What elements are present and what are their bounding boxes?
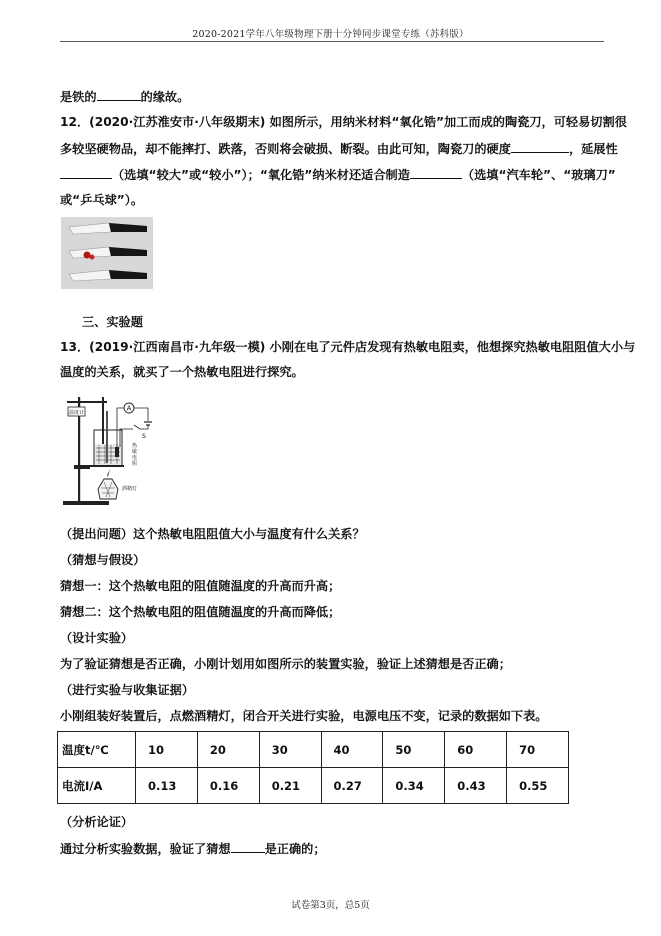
experiment-apparatus-diagram bbox=[60, 389, 155, 507]
page-footer: 试卷第3页，总5页 bbox=[291, 900, 370, 911]
thermometer-label: 温度计 bbox=[68, 410, 85, 416]
q12-line-4: 或“乒乓球”）。 bbox=[60, 193, 144, 207]
table-cell: 20 bbox=[197, 732, 259, 768]
lamp-label: 酒精灯 bbox=[122, 486, 138, 492]
switch-label: S bbox=[142, 433, 146, 440]
resistor-label-char-2: 敏 bbox=[132, 449, 138, 455]
q12-line-2-after: ，延展性 bbox=[568, 142, 618, 156]
resistor-label-char-4: 阻 bbox=[132, 461, 138, 467]
answer-blank[interactable] bbox=[410, 166, 462, 179]
row-header-current: 电流I/A bbox=[58, 768, 136, 804]
q13-line-2: 温度的关系，就买了一个热敏电阻进行探究。 bbox=[60, 365, 304, 379]
q12-line-3 bbox=[60, 166, 616, 183]
table-row bbox=[58, 732, 569, 768]
q12-line-3-a: （选填“较大”或“较小”）；“氧化锆”纳米材还适合制造 bbox=[112, 168, 410, 182]
table-cell: 70 bbox=[507, 732, 569, 768]
answer-blank[interactable] bbox=[511, 140, 569, 153]
table-cell: 30 bbox=[259, 732, 321, 768]
table-cell: 50 bbox=[383, 732, 445, 768]
table-cell: 0.27 bbox=[321, 768, 383, 804]
design-heading: （设计实验） bbox=[60, 631, 134, 645]
resistor-label-char-3: 电 bbox=[132, 455, 138, 461]
analysis-suffix: 是正确的； bbox=[264, 842, 326, 856]
q11-prefix: 是铁的 bbox=[60, 90, 97, 104]
resistor-label-char-1: 热 bbox=[132, 443, 138, 449]
table-cell: 0.21 bbox=[259, 768, 321, 804]
table-cell: 0.55 bbox=[507, 768, 569, 804]
q12-line-2-text: 多较坚硬物品，却不能摔打、跌落，否则将会破损、断裂。由此可知，陶瓷刀的硬度 bbox=[60, 142, 511, 156]
q12-line-3-b: （选填“汽车轮”、“玻璃刀” bbox=[461, 168, 616, 182]
table-row bbox=[58, 768, 569, 804]
guess-two: 猜想二：这个热敏电阻的阻值随温度的升高而降低； bbox=[60, 605, 341, 619]
table-cell: 10 bbox=[136, 732, 198, 768]
q13-line-1: 13．(2019·江西南昌市·九年级一模) 小刚在电了元件店发现有热敏电阻卖，他想探究热敏电阻阻值大小与 bbox=[60, 340, 636, 354]
q12-line-1: 12．(2020·江苏淮安市·八年级期末) 如图所示，用纳米材料“氧化锆”加工而成的陶瓷刀，可轻易切割很 bbox=[60, 115, 627, 129]
collect-heading: （进行实验与收集证据） bbox=[60, 683, 195, 697]
collect-text: 小刚组装好装置后，点燃酒精灯，闭合开关进行实验，电源电压不变，记录的数据如下表。 bbox=[60, 709, 548, 723]
table-cell: 60 bbox=[445, 732, 507, 768]
answer-blank[interactable] bbox=[97, 88, 141, 101]
q12-line-2 bbox=[60, 140, 618, 157]
design-text: 为了验证猜想是否正确，小刚计划用如图所示的装置实验，验证上述猜想是否正确； bbox=[60, 657, 511, 671]
q11-tail bbox=[60, 88, 608, 105]
table-cell: 0.34 bbox=[383, 768, 445, 804]
analysis-text bbox=[60, 840, 608, 857]
guess-one: 猜想一：这个热敏电阻的阻值随温度的升高而升高； bbox=[60, 579, 341, 593]
hypothesis-heading: （猜想与假设） bbox=[60, 553, 146, 567]
data-table bbox=[57, 731, 569, 804]
table-cell: 0.16 bbox=[197, 768, 259, 804]
analysis-heading: （分析论证） bbox=[60, 815, 134, 829]
ammeter-symbol: A bbox=[126, 404, 132, 413]
page-header: 2020-2021学年八年级物理下册十分钟同步课堂专练（苏科版） bbox=[192, 29, 469, 40]
table-cell: 0.43 bbox=[445, 768, 507, 804]
section-title: 三、实验题 bbox=[82, 315, 143, 329]
table-cell: 40 bbox=[321, 732, 383, 768]
q11-suffix: 的缘故。 bbox=[140, 90, 190, 104]
header-divider bbox=[60, 41, 604, 42]
ceramic-knives-photo bbox=[61, 217, 153, 289]
table-cell: 0.13 bbox=[136, 768, 198, 804]
answer-blank[interactable] bbox=[60, 166, 112, 179]
answer-blank[interactable] bbox=[231, 840, 265, 853]
ask-question: （提出问题）这个热敏电阻阻值大小与温度有什么关系？ bbox=[60, 527, 365, 541]
row-header-temperature: 温度t/℃ bbox=[58, 732, 136, 768]
analysis-prefix: 通过分析实验数据，验证了猜想 bbox=[60, 842, 231, 856]
